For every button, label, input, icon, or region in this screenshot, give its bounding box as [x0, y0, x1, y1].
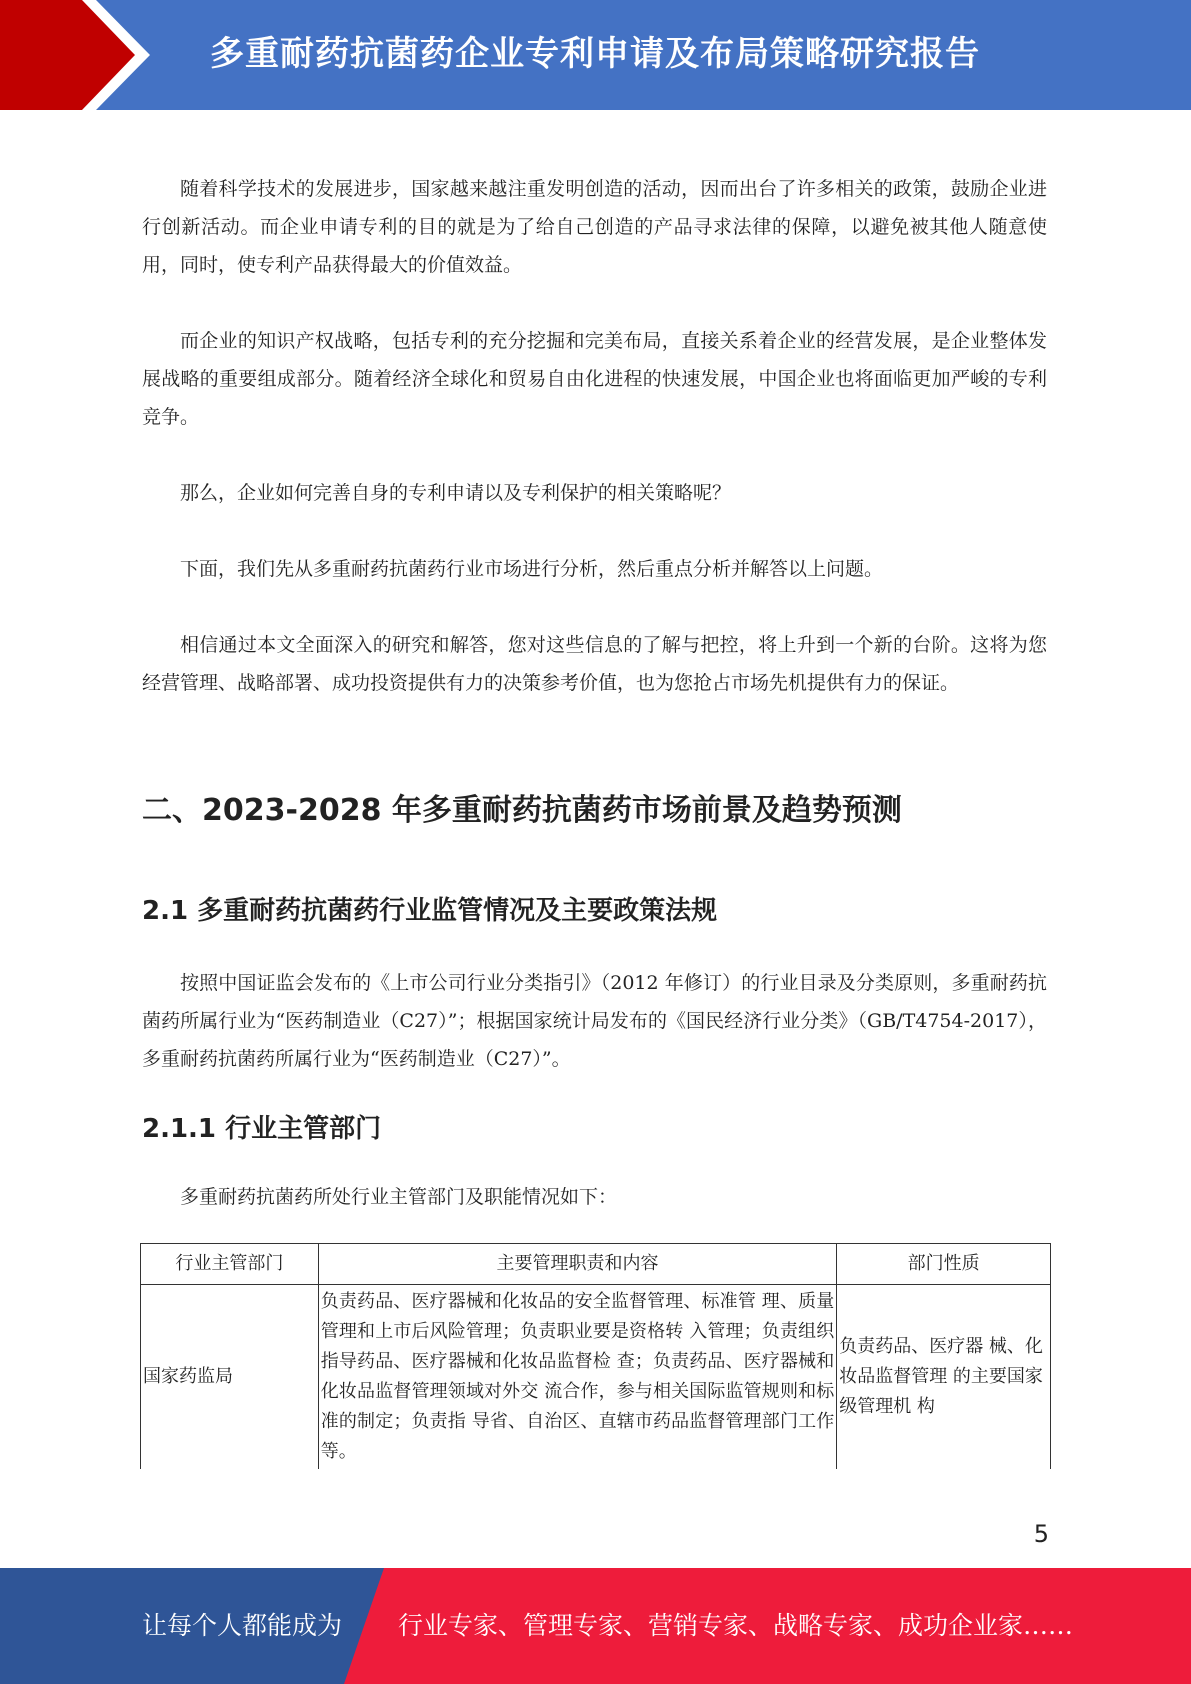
table-intro-text: 多重耐药抗菌药所处行业主管部门及职能情况如下：: [180, 1186, 618, 1208]
industry-classification-paragraph: 按照中国证监会发布的《上市公司行业分类指引》（2012 年修订）的行业目录及分类原则，多重耐药抗菌药所属行业为“医药制造业（C27）”；根据国家统计局发布的《国民经济行业分类》（GB/T4754-2017），多重耐药抗菌药所属行业为“医药制造业（C27）”。: [142, 972, 1047, 1070]
page-number: 5: [1033, 1520, 1049, 1548]
report-title: 多重耐药抗菌药企业专利申请及布局策略研究报告: [210, 34, 980, 74]
intro-paragraph: 下面，我们先从多重耐药抗菌药行业市场进行分析，然后重点分析并解答以上问题。: [180, 558, 884, 580]
sub-subsection-heading: 2.1.1 行业主管部门: [142, 1114, 382, 1144]
dept-duties-cell: 负责药品、医疗器械和化妆品的安全监督管理、标准管 理、质量管理和上市后风险管理；负责职业要是资格转 入管理；负责组织指导药品、医疗器械和化妆品监督检 查；负责药品、医疗器械和化妆品监督管理领域对外交 流合作，参与相关国际监管规则和标准的制定；负责指 导省、自治区、直辖市药品监督管理部门工作等。: [318, 1285, 836, 1470]
footer-slogan-right: 行业专家、管理专家、营销专家、战略专家、成功企业家……: [398, 1611, 1074, 1640]
section-heading: 二、2023-2028 年多重耐药抗菌药市场前景及趋势预测: [142, 793, 902, 828]
subsection-heading: 2.1 多重耐药抗菌药行业监管情况及主要政策法规: [142, 896, 718, 926]
dept-name-cell: 国家药监局: [141, 1285, 319, 1470]
table-row: [141, 1285, 1051, 1470]
page-footer: [0, 1568, 1191, 1684]
table-header-row: [141, 1244, 1051, 1285]
regulator-table: [140, 1243, 1051, 1469]
intro-paragraph: 随着科学技术的发展进步，国家越来越注重发明创造的活动，因而出台了许多相关的政策，鼓励企业进行创新活动。而企业申请专利的目的就是为了给自己创造的产品寻求法律的保障，以避免被其他人随意使用，同时，使专利产品获得最大的价值效益。: [142, 178, 1047, 276]
intro-paragraph: 相信通过本文全面深入的研究和解答，您对这些信息的了解与把控，将上升到一个新的台阶。这将为您经营管理、战略部署、成功投资提供有力的决策参考价值，也为您抢占市场先机提供有力的保证。: [142, 634, 1047, 694]
column-header: 主要管理职责和内容: [318, 1244, 836, 1285]
intro-paragraph: 那么，企业如何完善自身的专利申请以及专利保护的相关策略呢？: [180, 482, 732, 504]
footer-slogan-left: 让每个人都能成为: [142, 1611, 343, 1640]
intro-paragraph: 而企业的知识产权战略，包括专利的充分挖掘和完美布局，直接关系着企业的经营发展，是企业整体发展战略的重要组成部分。随着经济全球化和贸易自由化进程的快速发展，中国企业也将面临更加严峻的专利竞争。: [142, 330, 1047, 428]
dept-nature-cell: 负责药品、医疗器 械、化妆品监督管理 的主要国家级管理机 构: [837, 1285, 1051, 1470]
page-header: [0, 0, 1191, 110]
column-header: 部门性质: [837, 1244, 1051, 1285]
intro-section: [142, 170, 1047, 740]
column-header: 行业主管部门: [141, 1244, 319, 1285]
subsection-body: [142, 964, 1047, 1116]
